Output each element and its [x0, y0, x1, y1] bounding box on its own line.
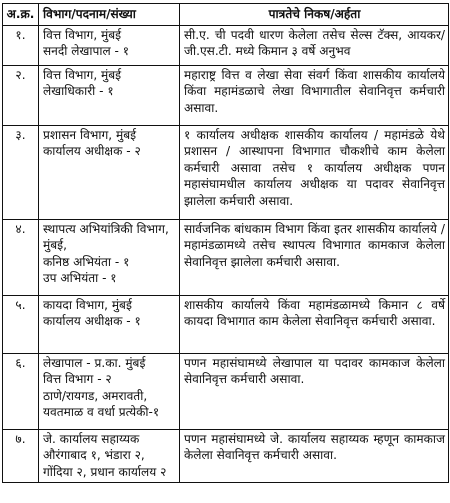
table-row — [3, 353, 449, 429]
table-row — [3, 295, 449, 353]
department-text: वित्त विभाग, मुंबई सनदी लेखापाल - १ — [43, 27, 130, 58]
row-criteria — [180, 65, 449, 125]
row-serial: १. — [3, 25, 39, 65]
row-serial: २. — [3, 65, 39, 125]
row-serial: ६. — [3, 353, 39, 429]
eligibility-table — [2, 3, 449, 483]
row-criteria — [180, 219, 449, 295]
row-criteria — [180, 295, 449, 353]
row-department — [39, 429, 180, 483]
criteria-text: पणन महासंघामध्ये लेखापाल या पदावर कामकाज केलेला सेवानिवृत्त कर्मचारी असावा. — [184, 355, 445, 386]
table-row — [3, 25, 449, 65]
row-department — [39, 125, 180, 219]
row-department — [39, 65, 180, 125]
row-department — [39, 295, 180, 353]
criteria-text: महाराष्ट्र वित्त व लेखा सेवा संवर्ग किंवा शासकीय कार्यालये किंवा महामंडळाचे लेखा विभागातील सेवानिवृत्त कर्मचारी असावा. — [184, 67, 445, 115]
department-text: प्रशासन विभाग, मुंबई कार्यालय अधीक्षक - २ — [43, 127, 141, 158]
department-text: वित्त विभाग, मुंबई लेखाधिकारी - १ — [43, 67, 122, 98]
table-header-row — [3, 4, 449, 26]
row-criteria — [180, 125, 449, 219]
criteria-text: १ कार्यालय अधीक्षक शासकीय कार्यालय / महामंडळे येथे प्रशासन / आस्थापना विभागात चौकशीचे काम केलेला कर्मचारी असावा तसेच १ कार्यालय अधीक्षक पणन महासंघामधील कार्यालय अधीक्षक या पदावर सेवानिवृत्त झालेला कर्मचारी असावा. — [184, 127, 445, 208]
row-serial: ७. — [3, 429, 39, 483]
header-department: विभाग/पदनाम/संख्या — [39, 4, 180, 26]
row-serial: ४. — [3, 219, 39, 295]
department-text: स्थापत्य अभियांत्रिकी विभाग, मुंबई, कनिष्ठ अभियंता - १ उप अभियंता - १ — [43, 221, 169, 285]
department-text: लेखापाल - प्र.का. मुंबई वित्त विभाग - २ ठाणे/रायगड, अमरावती, यवतमाळ व वर्धा प्रत्येकी-१ — [43, 355, 160, 419]
header-criteria: पात्रतेचे निकष/अर्हता — [180, 4, 449, 26]
row-department — [39, 25, 180, 65]
row-serial: ३. — [3, 125, 39, 219]
row-serial: ५. — [3, 295, 39, 353]
department-text: जे. कार्यालय सहाय्यक औरंगाबाद १, भंडारा २, गोंदिया २, प्रधान कार्यालय २ — [43, 431, 167, 479]
table-row — [3, 219, 449, 295]
row-department — [39, 219, 180, 295]
criteria-text: शासकीय कार्यालये किंवा महामंडळामध्ये किमान ८ वर्षे कायदा विभागात काम केलेला सेवानिवृत्त कर्मचारी असावा. — [184, 297, 445, 328]
row-criteria — [180, 353, 449, 429]
row-department — [39, 353, 180, 429]
header-serial: अ.क्र. — [3, 4, 39, 26]
department-text: कायदा विभाग, मुंबई कार्यालय अधीक्षक - १ — [43, 297, 141, 328]
criteria-text: सी.ए. ची पदवी धारण केलेला तसेच सेल्स टॅक्स, आयकर/जी.एस.टी. मध्ये किमान ३ वर्षे अनुभव — [184, 27, 445, 58]
table-row — [3, 65, 449, 125]
table-row — [3, 429, 449, 483]
criteria-text: सार्वजनिक बांधकाम विभाग किंवा इतर शासकीय कार्यालये / महामंडळामध्ये तसेच स्थापत्य विभागात कामकाज केलेला सेवानिवृत्त झालेला कर्मचारी असावा. — [184, 221, 445, 269]
criteria-text: पणन महासंघामध्ये जे. कार्यालय सहाय्यक म्हणून कामकाज केलेला सेवानिवृत्त कर्मचारी असावा. — [184, 431, 445, 462]
row-criteria — [180, 429, 449, 483]
table-row — [3, 125, 449, 219]
row-criteria — [180, 25, 449, 65]
